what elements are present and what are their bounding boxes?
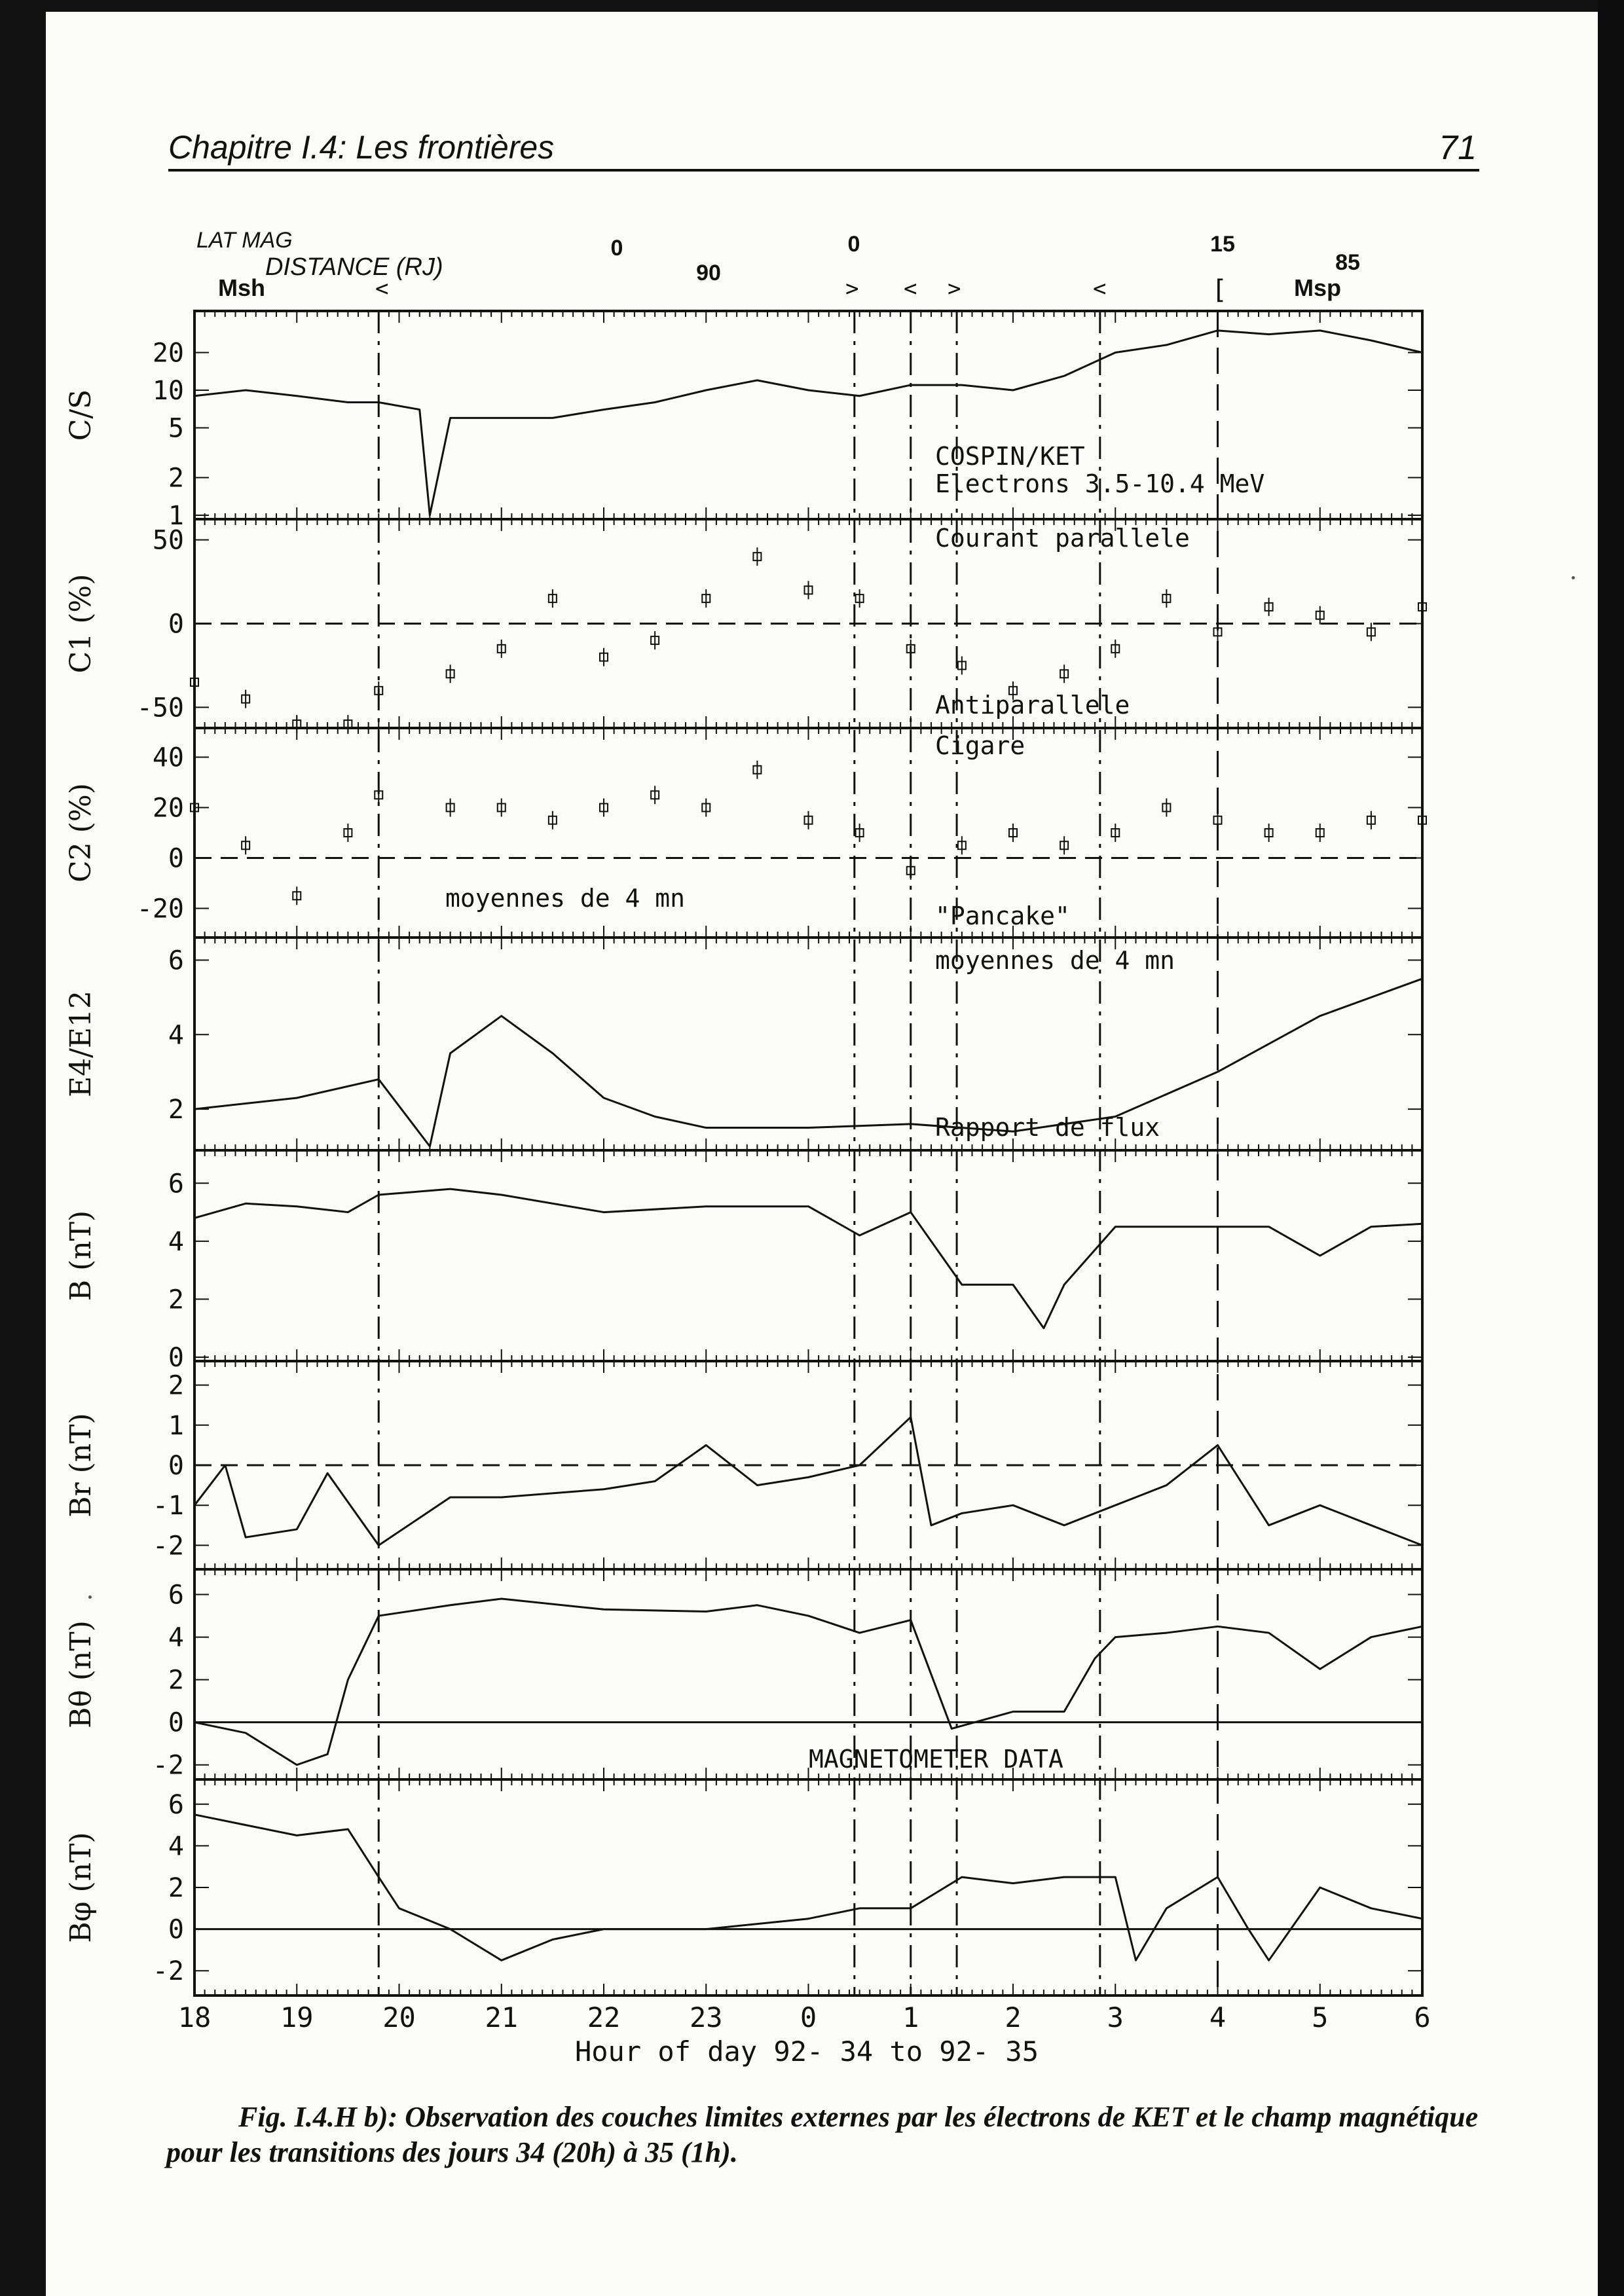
marker-6: [ [1211, 275, 1228, 305]
x-tick-label: 4 [1209, 2001, 1227, 2033]
panel-annotation: moyennes de 4 mn [935, 946, 1175, 975]
x-axis-label: Hour of day 92- 34 to 92- 35 [574, 2035, 1039, 2068]
y-tick-label: 50 [152, 525, 184, 556]
panel-annotation: Cigare [935, 731, 1025, 760]
x-tick-label: 19 [280, 2001, 314, 2033]
y-tick-label: 2 [168, 463, 184, 494]
x-tick-label: 23 [689, 2001, 723, 2033]
x-axis-ticks [178, 2001, 1431, 2033]
y-tick-label: 6 [168, 1169, 184, 1199]
y-axis-label: C2 (%) [64, 783, 98, 883]
y-tick-label: 4 [168, 1020, 184, 1051]
y-axis-label: C/S [64, 389, 98, 441]
y-tick-label: 20 [152, 338, 184, 369]
panel-annotation: moyennes de 4 mn [445, 884, 686, 913]
marker-4: > [948, 276, 961, 302]
y-tick-label: 5 [168, 413, 184, 444]
y-axis-label: Bθ (nT) [64, 1620, 98, 1728]
y-tick-label: 2 [168, 1370, 184, 1401]
x-tick-label: 18 [177, 2001, 212, 2033]
y-tick-label: 10 [152, 375, 184, 406]
latmag-value-0b: 0 [847, 232, 860, 257]
x-tick-label: 0 [800, 2001, 817, 2033]
y-axis-label: Br (nT) [64, 1413, 98, 1518]
y-tick-label: 4 [168, 1226, 184, 1257]
distance-value-85: 85 [1335, 250, 1360, 275]
y-tick-label: 1 [168, 501, 184, 531]
y-tick-label: 2 [168, 1285, 184, 1315]
x-tick-label: 3 [1107, 2001, 1124, 2033]
y-tick-label: 0 [168, 843, 184, 874]
x-tick-label: 5 [1312, 2001, 1329, 2033]
x-tick-label: 2 [1005, 2001, 1022, 2033]
y-tick-label: 4 [168, 1831, 184, 1862]
distance-label: DISTANCE (RJ) [265, 253, 443, 281]
y-tick-label: 6 [168, 945, 184, 976]
panel-annotation: "Pancake" [935, 902, 1070, 930]
panel-annotation: Rapport de flux [935, 1113, 1160, 1142]
x-tick-label: 6 [1414, 2001, 1431, 2033]
latmag-value-15: 15 [1210, 232, 1235, 257]
y-tick-label: 6 [168, 1580, 184, 1611]
y-tick-label: 2 [168, 1873, 184, 1903]
marker-5: < [1093, 276, 1107, 302]
y-tick-label: 0 [168, 1914, 184, 1945]
y-tick-label: -20 [136, 894, 184, 924]
y-axis-label: E4/E12 [64, 990, 98, 1098]
y-tick-label: -2 [152, 1750, 184, 1781]
latmag-label: LAT MAG [196, 228, 293, 253]
y-tick-label: 0 [168, 1343, 184, 1373]
msp-label: Msp [1294, 274, 1341, 301]
y-axis-label: C1 (%) [64, 574, 98, 674]
y-tick-label: 40 [152, 742, 184, 773]
y-tick-label: 2 [168, 1665, 184, 1696]
scan-speck [1572, 576, 1575, 579]
distance-value-90: 90 [696, 261, 721, 285]
y-tick-label: 0 [168, 1451, 184, 1481]
y-axis-label: B (nT) [64, 1210, 98, 1302]
x-tick-label: 21 [485, 2001, 519, 2033]
panel-annotation: MAGNETOMETER DATA [809, 1745, 1063, 1774]
panel-annotation: Courant parallele [935, 524, 1190, 553]
y-tick-label: 0 [168, 609, 184, 640]
msh-label: Msh [218, 274, 265, 301]
scan-speck [88, 1595, 92, 1599]
chapter-header: Chapitre I.4: Les frontières [168, 129, 555, 166]
x-tick-label: 1 [902, 2001, 919, 2033]
y-tick-label: 4 [168, 1622, 184, 1653]
panel-annotation: Electrons 3.5-10.4 MeV [935, 469, 1265, 498]
x-tick-label: 22 [587, 2001, 621, 2033]
y-tick-label: -2 [152, 1956, 184, 1987]
figure-caption: Fig. I.4.H b): Observation des couches limites externes par les électrons de KET et le champ magnétique pour les transitions des jours 34 (20h) à 35 (1h). [166, 2101, 1479, 2168]
y-tick-label: -2 [152, 1531, 184, 1561]
marker-2: > [845, 276, 859, 302]
latmag-value-0a: 0 [610, 236, 623, 261]
marker-3: < [904, 276, 917, 302]
y-tick-label: 1 [168, 1410, 184, 1441]
x-tick-label: 20 [382, 2001, 416, 2033]
y-tick-label: -1 [152, 1491, 184, 1522]
y-tick-label: -50 [136, 693, 184, 723]
y-tick-label: 0 [168, 1707, 184, 1738]
plot-panels [64, 311, 1426, 1995]
y-axis-label: Bφ (nT) [64, 1832, 98, 1943]
y-tick-label: 20 [152, 793, 184, 824]
panel-annotation: COSPIN/KET [935, 442, 1085, 471]
marker-1: < [375, 276, 389, 302]
y-tick-label: 6 [168, 1789, 184, 1820]
page-number: 71 [1439, 129, 1477, 167]
y-tick-label: 2 [168, 1095, 184, 1125]
panel-annotation: Antiparallele [935, 691, 1130, 720]
